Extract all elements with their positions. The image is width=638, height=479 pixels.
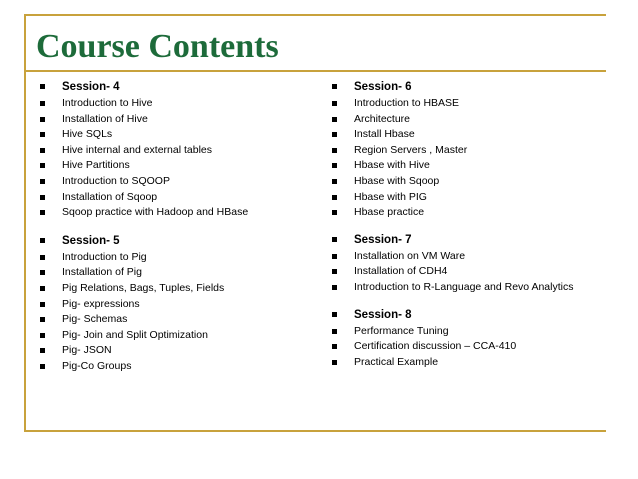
list-item: Pig- JSON <box>38 343 328 359</box>
session-7-block <box>330 231 620 296</box>
list-item: Introduction to SQOOP <box>38 174 328 190</box>
session-5-block <box>38 232 328 375</box>
list-item: Hbase with Sqoop <box>330 174 620 190</box>
session-heading: Session- 8 <box>330 306 620 324</box>
session-4-block <box>38 78 328 221</box>
list-item: Installation on VM Ware <box>330 249 620 265</box>
right-column <box>330 78 620 370</box>
list-item: Region Servers , Master <box>330 143 620 159</box>
list-item: Introduction to Hive <box>38 96 328 112</box>
list-item: Architecture <box>330 112 620 128</box>
list-item: Hbase practice <box>330 205 620 221</box>
list-item: Installation of Sqoop <box>38 190 328 206</box>
list-item: Installation of Pig <box>38 265 328 281</box>
list-item: Hbase with Hive <box>330 158 620 174</box>
list-item: Practical Example <box>330 355 620 371</box>
list-item: Hive Partitions <box>38 158 328 174</box>
list-item: Introduction to Pig <box>38 250 328 266</box>
list-item: Pig- expressions <box>38 297 328 313</box>
list-item: Introduction to HBASE <box>330 96 620 112</box>
session-8-block <box>330 306 620 371</box>
list-item: Pig-Co Groups <box>38 359 328 375</box>
list-item: Certification discussion – CCA-410 <box>330 339 620 355</box>
list-item: Install Hbase <box>330 127 620 143</box>
session-heading: Session- 7 <box>330 231 620 249</box>
list-item: Performance Tuning <box>330 324 620 340</box>
list-item: Installation of Hive <box>38 112 328 128</box>
session-6-block <box>330 78 620 221</box>
session-heading: Session- 5 <box>38 232 328 250</box>
left-column <box>38 78 328 375</box>
list-item: Installation of CDH4 <box>330 264 620 280</box>
list-item: Pig Relations, Bags, Tuples, Fields <box>38 281 328 297</box>
list-item: Pig- Join and Split Optimization <box>38 328 328 344</box>
title-divider <box>24 70 606 72</box>
session-heading: Session- 6 <box>330 78 620 96</box>
list-item: Pig- Schemas <box>38 312 328 328</box>
list-item: Hbase with PIG <box>330 190 620 206</box>
list-item: Sqoop practice with Hadoop and HBase <box>38 205 328 221</box>
session-heading: Session- 4 <box>38 78 328 96</box>
list-item: Introduction to R-Language and Revo Analytics <box>330 280 620 296</box>
list-item: Hive SQLs <box>38 127 328 143</box>
list-item: Hive internal and external tables <box>38 143 328 159</box>
slide-title: Course Contents <box>36 28 279 65</box>
